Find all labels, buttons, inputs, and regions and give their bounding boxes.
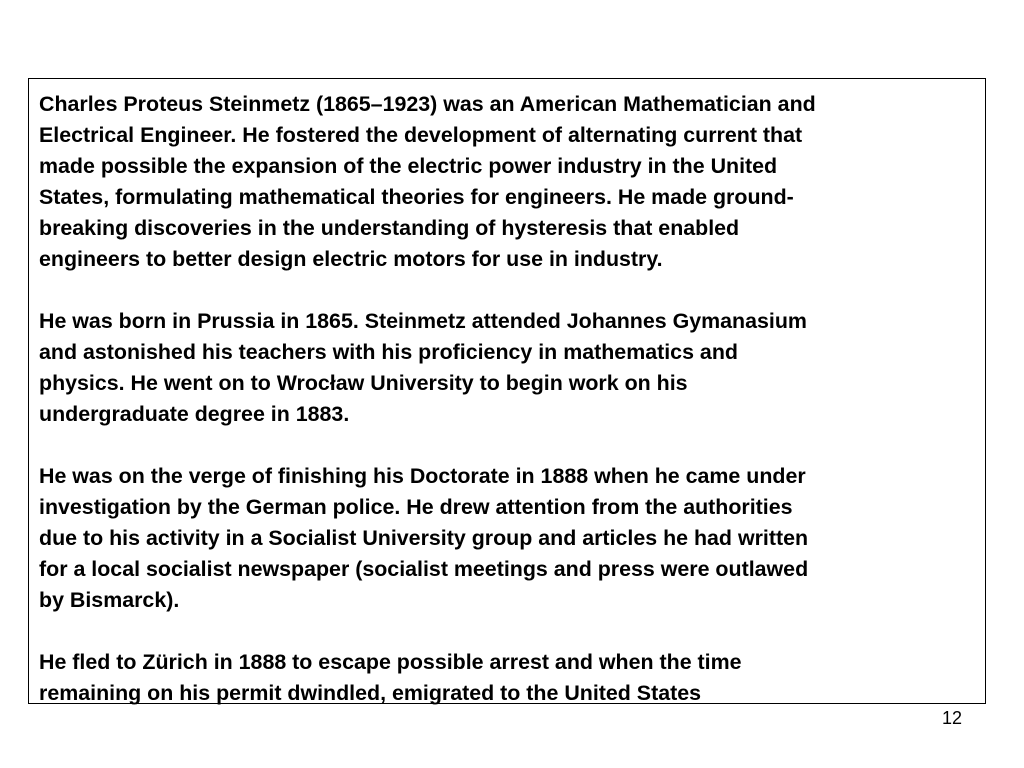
page-number: 12 [941, 708, 962, 728]
paragraph-early-life: He was born in Prussia in 1865. Steinmetz attended Johannes Gymanasium and astonished his teachers with his proficiency in mathematics and physics. He went on to Wrocław University to begin work on his undergraduate degree in 1883. [39, 309, 807, 426]
paragraph-doctorate: He was on the verge of finishing his Doctorate in 1888 when he came under investigation by the German police. He drew attention from the authorities due to his activity in a Socialist University group and articles he had written for a local socialist newspaper (socialist meetings and press were outlawed by Bismarck). [39, 464, 809, 612]
paragraph-emigration: He fled to Zürich in 1888 to escape possible arrest and when the time remaining on his permit dwindled, emigrated to the United States [39, 650, 742, 705]
paragraph-intro: Charles Proteus Steinmetz (1865–1923) was an American Mathematician and Electrical Engineer. He fostered the development of alternating current that made possible the expansion of the electric power industry in the United States, formulating mathematical theories for engineers. He made ground- breaking discoveries in the understanding of hysteresis that enabled engineers to better design electric motors for use in industry. [39, 92, 816, 271]
slide-text-box [28, 78, 986, 704]
